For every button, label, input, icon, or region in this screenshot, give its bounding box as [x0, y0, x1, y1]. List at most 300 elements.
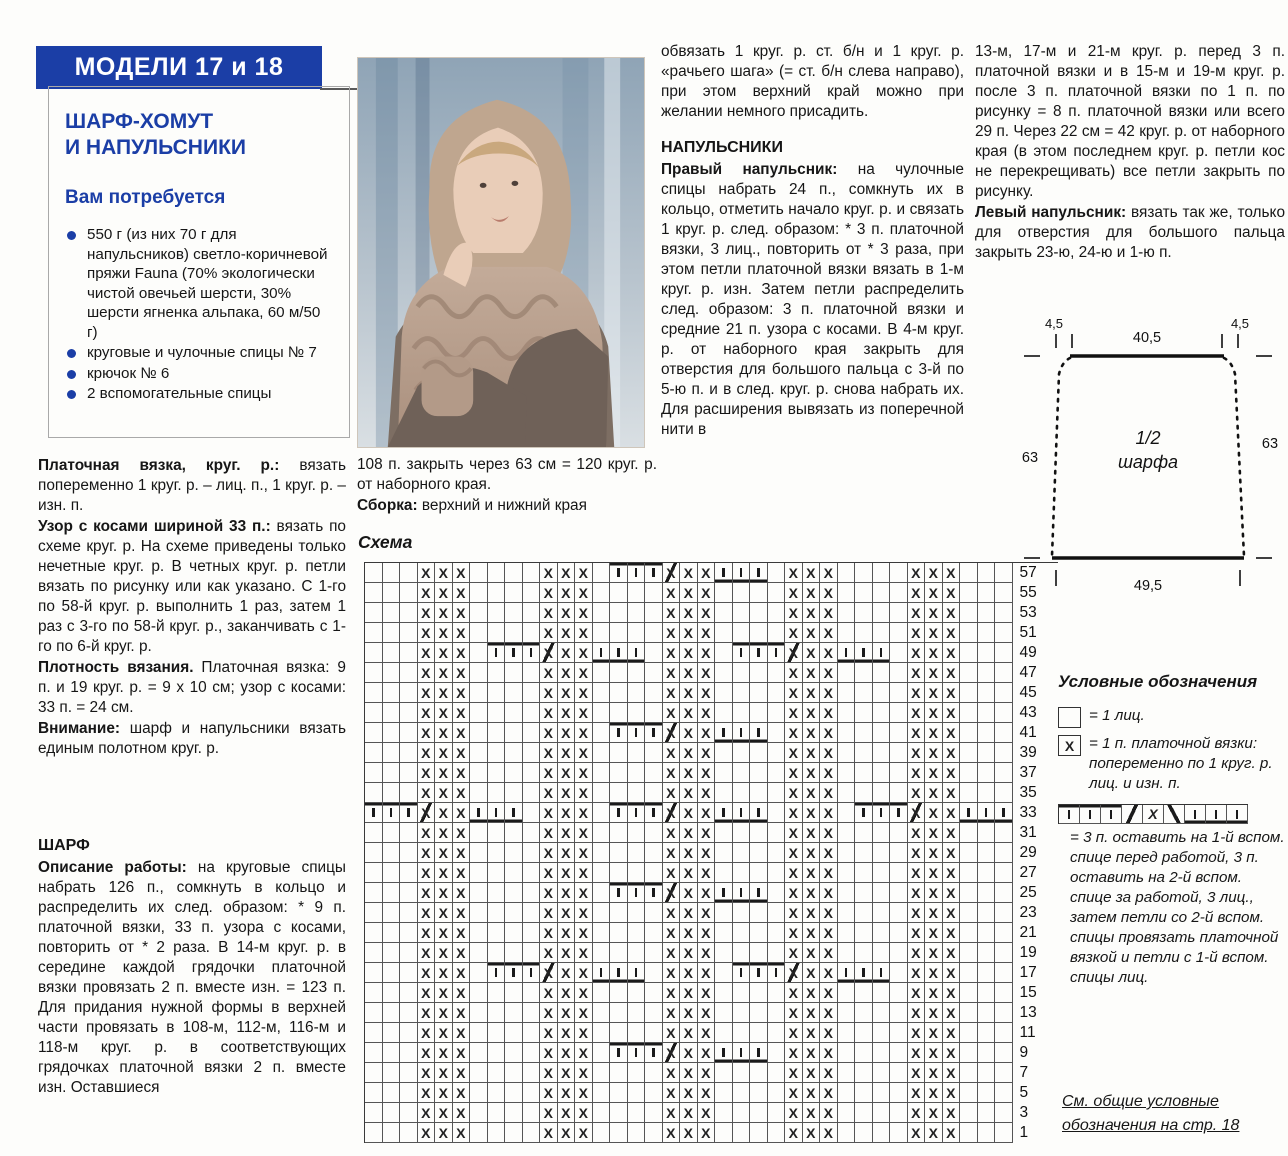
chart-row	[365, 703, 1058, 723]
chart-row-number: 55	[1019, 584, 1037, 601]
chart-cell	[540, 1023, 558, 1043]
chart-cell	[435, 1083, 453, 1103]
chart-cell	[698, 663, 716, 683]
chart-cell	[365, 883, 383, 903]
chart-cell	[768, 823, 786, 843]
chart-cell	[785, 603, 803, 623]
chart-cell	[873, 623, 891, 643]
scarf-text: на круговые спицы набрать 126 п., сомкнуть в кольцо и распределить их след. образом: * 9 п. платочной вязки, 33 п. узора с косами, повторить от * 2 раза. В 14-м круг. р. в середине каждой грядочки платочной вязки провязать 2 п. вместе изн. = 123 п. Для придания нужной формы в верхней части провязать в 108-м, 112-м, 116-м и 118-м круг. р. в соответствующих грядочках платочной вязки 2 п. вместе изн. Оставшиеся	[38, 859, 346, 1096]
chart-cell	[453, 1023, 471, 1043]
chart-cell	[715, 1043, 733, 1063]
chart-cell	[1206, 805, 1227, 824]
chart-row	[365, 883, 1058, 903]
chart-cell	[978, 843, 996, 863]
chart-row-number: 37	[1019, 764, 1037, 781]
chart-cell	[383, 903, 401, 923]
chart-cell	[978, 663, 996, 683]
chart-cell	[925, 1123, 943, 1143]
chart-cell	[715, 1003, 733, 1023]
chart-cell	[925, 683, 943, 703]
chart-cell	[855, 563, 873, 583]
chart-cell	[610, 863, 628, 883]
chart-cell	[733, 683, 751, 703]
chart-cell	[523, 983, 541, 1003]
chart-cell	[400, 823, 418, 843]
chart-row	[365, 843, 1058, 863]
chart-row	[365, 783, 1058, 803]
chart-cell	[785, 683, 803, 703]
chart-cell	[418, 983, 436, 1003]
chart-cell	[400, 763, 418, 783]
pattern-title-line2: И НАПУЛЬСНИКИ	[65, 136, 246, 159]
chart-cell	[715, 643, 733, 663]
cable-symbol	[1058, 804, 1248, 824]
chart-cell	[400, 623, 418, 643]
chart-cell	[628, 1003, 646, 1023]
chart-cell	[908, 823, 926, 843]
chart-cell	[593, 583, 611, 603]
chart-cell	[488, 683, 506, 703]
chart-cell	[698, 823, 716, 843]
chart-cell	[908, 1023, 926, 1043]
chart-cell	[365, 823, 383, 843]
chart-cell	[453, 843, 471, 863]
chart-cell	[663, 583, 681, 603]
chart-cell	[890, 943, 908, 963]
legend-item-knit	[1058, 706, 1286, 728]
chart-cell	[663, 823, 681, 843]
chart-cell	[698, 1083, 716, 1103]
chart-cell	[803, 1063, 821, 1083]
wristwarmer-continue-text: 13-м, 17-м и 21-м круг. р. перед 3 п. платочной вязки и в 15-м и 19-м круг. р. после 3 п. платочной вязки по 1 п. по рисунку = 8 п. платочной вязки или всего 29 п. Через 22 см = 42 круг. р. от наборного края (в этом последнем круг. р. петли кос не перекрещивать) все петли закрыть по рисунку.	[975, 43, 1285, 200]
chart-cell	[960, 763, 978, 783]
chart-row-number: 25	[1019, 884, 1037, 901]
chart-cell	[488, 963, 506, 983]
chart-cell	[873, 903, 891, 923]
chart-row-number: 41	[1019, 724, 1037, 741]
chart-cell	[908, 683, 926, 703]
chart-cell	[733, 603, 751, 623]
chart-cell	[453, 743, 471, 763]
chart-cell	[558, 843, 576, 863]
chart-cell	[838, 783, 856, 803]
chart-cell	[628, 783, 646, 803]
chart-cell	[470, 1063, 488, 1083]
chart-cell	[715, 823, 733, 843]
chart-cell	[645, 803, 663, 823]
chart-cell	[400, 1103, 418, 1123]
chart-cell	[733, 843, 751, 863]
chart-cell	[610, 1103, 628, 1123]
requirements-heading: Вам потребуется	[65, 187, 226, 208]
chart-cell	[890, 923, 908, 943]
chart-cell	[995, 863, 1013, 883]
chart-cell	[505, 643, 523, 663]
chart-cell	[575, 1123, 593, 1143]
chart-cell	[890, 903, 908, 923]
chart-cell	[523, 643, 541, 663]
chart-cell	[523, 583, 541, 603]
chart-cell	[978, 943, 996, 963]
chart-cell	[803, 683, 821, 703]
chart-cell	[575, 863, 593, 883]
chart-row-number: 45	[1019, 684, 1037, 701]
chart-cell	[453, 603, 471, 623]
chart-cell	[365, 1083, 383, 1103]
chart-row-number: 17	[1019, 964, 1037, 981]
chart-cell	[978, 963, 996, 983]
chart-cell	[383, 743, 401, 763]
chart-cell	[750, 623, 768, 643]
chart-cell	[820, 803, 838, 823]
chart-cell	[943, 1063, 961, 1083]
chart-cell	[803, 703, 821, 723]
assembly-lead: Сборка:	[357, 497, 418, 514]
chart-cell	[838, 863, 856, 883]
chart-cell	[453, 1003, 471, 1023]
chart-cell	[488, 1083, 506, 1103]
chart-cell	[610, 963, 628, 983]
chart-cell	[960, 1003, 978, 1023]
chart-row	[365, 643, 1058, 663]
chart-cell	[855, 903, 873, 923]
right-wristwarmer-text: на чулочные спицы набрать 24 п., сомкнуть их в кольцо, отметить начало круг. р. и связать 1 круг. р. след. образом: * 3 п. платочной вязки, 3 лиц., повторить от * 3 раза, при этом петли платочной вязки вязать в 1-м круг. р. изн. Затем петли распределить след. образом: 3 п. платочной вязки и средние 21 п. узора с косами. В 4-м круг. р. от наборного края закрыть для отверстия для большого пальца с 3-й по 5-ю п. и в след. круг. р. снова набрать их. Для расширения вывязать из поперечной нити в	[661, 161, 964, 438]
chart-cell	[558, 643, 576, 663]
chart-cell	[470, 1123, 488, 1143]
chart-cell	[383, 1103, 401, 1123]
chart-cell	[575, 1023, 593, 1043]
chart-cell	[435, 1063, 453, 1083]
chart-cell	[523, 663, 541, 683]
chart-cell	[960, 783, 978, 803]
chart-cell	[680, 603, 698, 623]
left-wristwarmer-lead: Левый напульсник:	[975, 204, 1127, 221]
chart-cell	[523, 943, 541, 963]
chart-cell	[523, 1023, 541, 1043]
chart-cell	[873, 663, 891, 683]
chart-cell	[505, 843, 523, 863]
chart-cell	[663, 683, 681, 703]
chart-cell	[593, 743, 611, 763]
chart-row-number: 53	[1019, 604, 1037, 621]
chart-cell	[733, 623, 751, 643]
chart-cell	[733, 1083, 751, 1103]
chart-cell	[505, 703, 523, 723]
chart-cell	[698, 1063, 716, 1083]
chart-cell	[995, 943, 1013, 963]
chart-cell	[575, 843, 593, 863]
chart-cell	[400, 783, 418, 803]
chart-cell	[890, 583, 908, 603]
chart-cell	[505, 1123, 523, 1143]
chart-cell	[400, 1003, 418, 1023]
chart-cell	[628, 563, 646, 583]
chart-cell	[610, 843, 628, 863]
chart-cell	[400, 883, 418, 903]
chart-cell	[733, 1063, 751, 1083]
chart-cell	[383, 763, 401, 783]
chart-cell	[505, 683, 523, 703]
chart-cell	[523, 743, 541, 763]
chart-cell	[645, 943, 663, 963]
chart-cell	[593, 1063, 611, 1083]
chart-cell	[995, 563, 1013, 583]
chart-cell	[715, 743, 733, 763]
chart-cell	[383, 1023, 401, 1043]
chart-cell	[418, 1043, 436, 1063]
chart-cell	[855, 843, 873, 863]
chart-cell	[680, 963, 698, 983]
chart-cell	[680, 923, 698, 943]
chart-cell	[908, 883, 926, 903]
chart-cell	[365, 1103, 383, 1123]
chart-cell	[575, 903, 593, 923]
chart-cell	[820, 983, 838, 1003]
chart-cell	[995, 883, 1013, 903]
chart-cell	[505, 923, 523, 943]
chart-cell	[733, 1103, 751, 1123]
chart-cell	[890, 1023, 908, 1043]
chart-row	[365, 1083, 1058, 1103]
chart-cell	[470, 643, 488, 663]
chart-cell	[960, 683, 978, 703]
paragraph-lead: Узор с косами шириной 33 п.:	[38, 518, 271, 535]
chart-cell	[855, 1063, 873, 1083]
chart-cell	[803, 943, 821, 963]
chart-cell	[575, 723, 593, 743]
chart-cell	[943, 863, 961, 883]
chart-row	[365, 1043, 1058, 1063]
chart-cell	[960, 863, 978, 883]
chart-cell	[908, 743, 926, 763]
chart-cell	[995, 1063, 1013, 1083]
chart-cell	[768, 1043, 786, 1063]
chart-cell	[540, 583, 558, 603]
chart-cell	[995, 903, 1013, 923]
chart-cell	[908, 803, 926, 823]
chart-row-number: 43	[1019, 704, 1037, 721]
chart-cell	[943, 963, 961, 983]
chart-cell	[925, 883, 943, 903]
chart-cell	[558, 983, 576, 1003]
chart-cell	[978, 583, 996, 603]
chart-cell	[768, 603, 786, 623]
chart-cell	[418, 1083, 436, 1103]
chart-cell	[400, 743, 418, 763]
assembly-text: верхний и нижний края	[417, 497, 587, 514]
chart-cell	[715, 683, 733, 703]
chart-cell	[488, 803, 506, 823]
chart-cell	[558, 623, 576, 643]
chart-cell	[820, 623, 838, 643]
chart-cell	[470, 583, 488, 603]
chart-cell	[663, 843, 681, 863]
chart-cell	[785, 1023, 803, 1043]
chart-cell	[435, 763, 453, 783]
chart-cell	[505, 1023, 523, 1043]
chart-cell	[663, 883, 681, 903]
chart-cell	[575, 1063, 593, 1083]
chart-cell	[540, 643, 558, 663]
chart-cell	[960, 923, 978, 943]
chart-cell	[558, 1043, 576, 1063]
chart-cell	[803, 783, 821, 803]
chart-cell	[540, 903, 558, 923]
chart-cell	[1059, 805, 1080, 824]
chart-cell	[470, 803, 488, 823]
chart-cell	[750, 703, 768, 723]
chart-row	[365, 903, 1058, 923]
chart-cell	[820, 923, 838, 943]
chart-cell	[540, 723, 558, 743]
chart-cell	[418, 663, 436, 683]
chart-cell	[750, 803, 768, 823]
chart-cell	[645, 843, 663, 863]
chart-row-number: 47	[1019, 664, 1037, 681]
chart-cell	[540, 983, 558, 1003]
chart-cell	[890, 883, 908, 903]
chart-cell	[505, 783, 523, 803]
chart-cell	[435, 1103, 453, 1123]
chart-cell	[925, 1063, 943, 1083]
chart-cell	[698, 1003, 716, 1023]
chart-cell	[488, 643, 506, 663]
chart-cell	[488, 1103, 506, 1123]
chart-cell	[890, 1063, 908, 1083]
chart-cell	[803, 663, 821, 683]
chart-cell	[733, 903, 751, 923]
chart-cell	[488, 723, 506, 743]
column2-text	[357, 455, 657, 517]
chart-cell	[540, 743, 558, 763]
chart-cell	[645, 703, 663, 723]
scarf-schematic	[1012, 312, 1288, 604]
chart-cell	[558, 1103, 576, 1123]
paragraph-text: шарф и напульсники вязать единым полотном круг. р.	[38, 720, 346, 757]
chart-row	[365, 723, 1058, 743]
chart-cell	[925, 763, 943, 783]
pattern-paragraph	[38, 456, 346, 516]
chart-cell	[855, 1123, 873, 1143]
chart-cell	[435, 723, 453, 743]
chart-cell	[523, 763, 541, 783]
chart-cell	[715, 843, 733, 863]
chart-cell	[418, 763, 436, 783]
chart-cell	[680, 843, 698, 863]
chart-row	[365, 603, 1058, 623]
chart-cell	[715, 1063, 733, 1083]
chart-cell	[855, 663, 873, 683]
chart-cell	[523, 723, 541, 743]
chart-cell	[680, 903, 698, 923]
chart-cell	[855, 723, 873, 743]
chart-cell	[908, 623, 926, 643]
chart-cell	[540, 623, 558, 643]
chart-cell	[873, 1023, 891, 1043]
chart-cell	[908, 843, 926, 863]
chart-cell	[593, 663, 611, 683]
chart-cell	[628, 803, 646, 823]
chart-cell	[680, 643, 698, 663]
chart-cell	[593, 763, 611, 783]
chart-cell	[873, 943, 891, 963]
chart-cell	[470, 883, 488, 903]
chart-cell	[540, 683, 558, 703]
chart-cell	[768, 1083, 786, 1103]
chart-cell	[628, 583, 646, 603]
chart-cell	[768, 803, 786, 823]
chart-cell	[663, 943, 681, 963]
chart-cell	[785, 943, 803, 963]
chart-cell	[925, 863, 943, 883]
chart-cell	[995, 683, 1013, 703]
chart-cell	[680, 943, 698, 963]
chart-cell	[505, 563, 523, 583]
chart-cell	[470, 963, 488, 983]
chart-cell	[645, 1043, 663, 1063]
chart-cell	[470, 723, 488, 743]
chart-cell	[925, 723, 943, 743]
chart-cell	[558, 683, 576, 703]
chart-cell	[698, 683, 716, 703]
chart-cell	[523, 1003, 541, 1023]
chart-cell	[628, 863, 646, 883]
chart-cell	[470, 923, 488, 943]
chart-cell	[873, 1103, 891, 1123]
chart-cell	[785, 723, 803, 743]
chart-cell	[890, 983, 908, 1003]
chart-cell	[628, 1103, 646, 1123]
chart-row	[365, 963, 1058, 983]
chart-cell	[523, 803, 541, 823]
chart-cell	[540, 603, 558, 623]
chart-cell	[785, 1083, 803, 1103]
chart-cell	[435, 983, 453, 1003]
chart-cell	[575, 1083, 593, 1103]
chart-cell	[960, 563, 978, 583]
chart-cell	[418, 963, 436, 983]
chart-cell	[453, 663, 471, 683]
chart-cell	[435, 783, 453, 803]
chart-cell	[663, 723, 681, 743]
chart-cell	[540, 923, 558, 943]
chart-cell	[750, 603, 768, 623]
chart-cell	[400, 643, 418, 663]
chart-cell	[698, 843, 716, 863]
chart-cell	[925, 803, 943, 823]
chart-cell	[383, 1043, 401, 1063]
chart-cell	[873, 1043, 891, 1063]
chart-cell	[960, 663, 978, 683]
chart-cell	[908, 663, 926, 683]
chart-cell	[645, 743, 663, 763]
chart-cell	[855, 643, 873, 663]
chart-row-number: 1	[1019, 1124, 1029, 1141]
wristwarmers-heading: НАПУЛЬСНИКИ	[661, 139, 783, 156]
chart-cell	[715, 723, 733, 743]
chart-cell	[803, 863, 821, 883]
legend-item-cable-text: = 3 п. оставить на 1-й вспом. спице перед работой, 3 п. оставить на 2-й вспом. спице за работой, 3 лиц., затем петли со 2-й вспом. спицы провязать платочной вязкой и петли с 1-й вспом. спицы лиц.	[1070, 829, 1285, 986]
chart-cell	[593, 1103, 611, 1123]
chart-cell	[855, 583, 873, 603]
chart-cell	[453, 703, 471, 723]
chart-cell	[750, 563, 768, 583]
chart-cell	[488, 1043, 506, 1063]
chart-cell	[435, 1023, 453, 1043]
paragraph-lead: Платочная вязка, круг. р.:	[38, 457, 280, 474]
chart-cell	[943, 623, 961, 643]
chart-cell	[505, 803, 523, 823]
